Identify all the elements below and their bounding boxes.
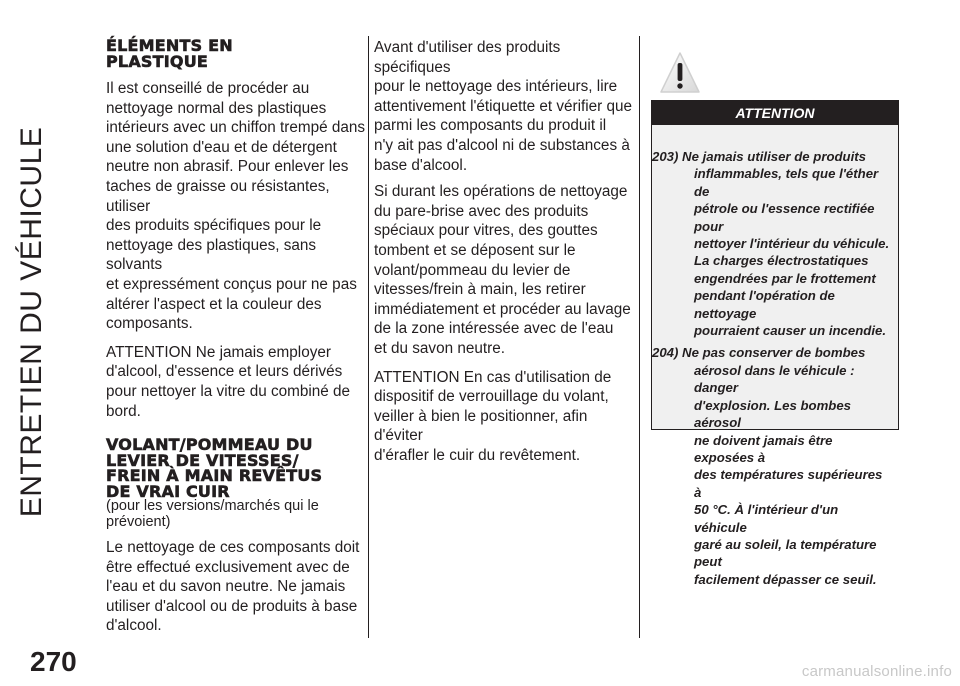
warning-box — [651, 100, 899, 587]
warning-box-title: ATTENTION — [652, 101, 898, 125]
warning-list — [652, 148, 898, 593]
source-watermark: carmanualsonline.info — [801, 663, 952, 680]
warning-item-204: 204) Ne pas conserver de bombes aérosol dans le véhicule : danger d'explosion. Les bombes aérosol ne doivent jamais être exposées à des températures supérieures à 50 °C. À l'intérieur d'un véhicule garé au soleil, la température peut facilement dépasser ce seuil. — [652, 345, 883, 587]
left-column — [106, 38, 368, 643]
warning-item-203: 203) Ne jamais utiliser de produits inflammables, tels que l'éther de pétrole ou l'essence rectifiée pour nettoyer l'intérieur du véhicule. La charges électrostatiques engendrées par le frottement pendant l'opération de nettoyage pourraient causer un incendie. — [652, 149, 890, 339]
leather-cleaning-paragraph: Le nettoyage de ces composants doit être effectué exclusivement avec de l'eau et du savon neutre. Ne jamais utiliser d'alcool ou de produits à base d'alcool. — [106, 539, 360, 635]
column-divider-2 — [639, 36, 640, 638]
page-number: 270 — [30, 646, 77, 677]
plastic-parts-heading: ÉLÉMENTS EN PLASTIQUE — [106, 36, 233, 71]
leather-steering-wheel-heading: VOLANT/POMMEAU DU LEVIER DE VITESSES/ FREIN À MAIN REVÊTUS DE VRAI CUIR — [106, 435, 323, 501]
steering-lock-attention-paragraph: ATTENTION En cas d'utilisation de dispositif de verrouillage du volant, veiller à bien le positionner, afin d'éviter d'érafler le cuir du revêtement. — [374, 368, 612, 464]
instrument-glass-attention-paragraph: ATTENTION Ne jamais employer d'alcool, d'essence et leurs dérivés pour nettoyer la vitre du combiné de bord. — [106, 343, 351, 420]
plastic-parts-paragraph: Il est conseillé de procéder au nettoyage normal des plastiques intérieurs avec un chiffon trempé dans une solution d'eau et de détergent neutre non abrasif. Pour enlever les taches de graisse ou résistantes, utiliser des produits spécifiques pour le nettoyage des plastiques, sans solvants et expressément conçus pour ne pas altérer l'aspect et la couleur des composants. — [106, 80, 366, 333]
product-label-paragraph: Avant d'utiliser des produits spécifiques pour le nettoyage des intérieurs, lire attentivement l'étiquette et vérifier que parmi les composants du produit il n'y ait pas d'alcool ni de substances à base d'alcool. — [374, 39, 633, 174]
windscreen-drops-paragraph: Si durant les opérations de nettoyage du pare-brise avec des produits spéciaux pour vitres, des gouttes tombent et se déposent sur le volant/pommeau du levier de vitesses/frein à main, les retirer immédiatement et procéder au lavage de la zone intéressée avec de l'eau et du savon neutre. — [374, 183, 631, 357]
middle-column — [374, 38, 636, 472]
warning-triangle-icon — [658, 50, 702, 96]
leather-versions-note: (pour les versions/marchés qui le prévoient) — [106, 498, 319, 530]
column-divider-1 — [368, 36, 369, 638]
section-side-title-text: ENTRETIEN DU VÉHICULE — [15, 126, 48, 518]
